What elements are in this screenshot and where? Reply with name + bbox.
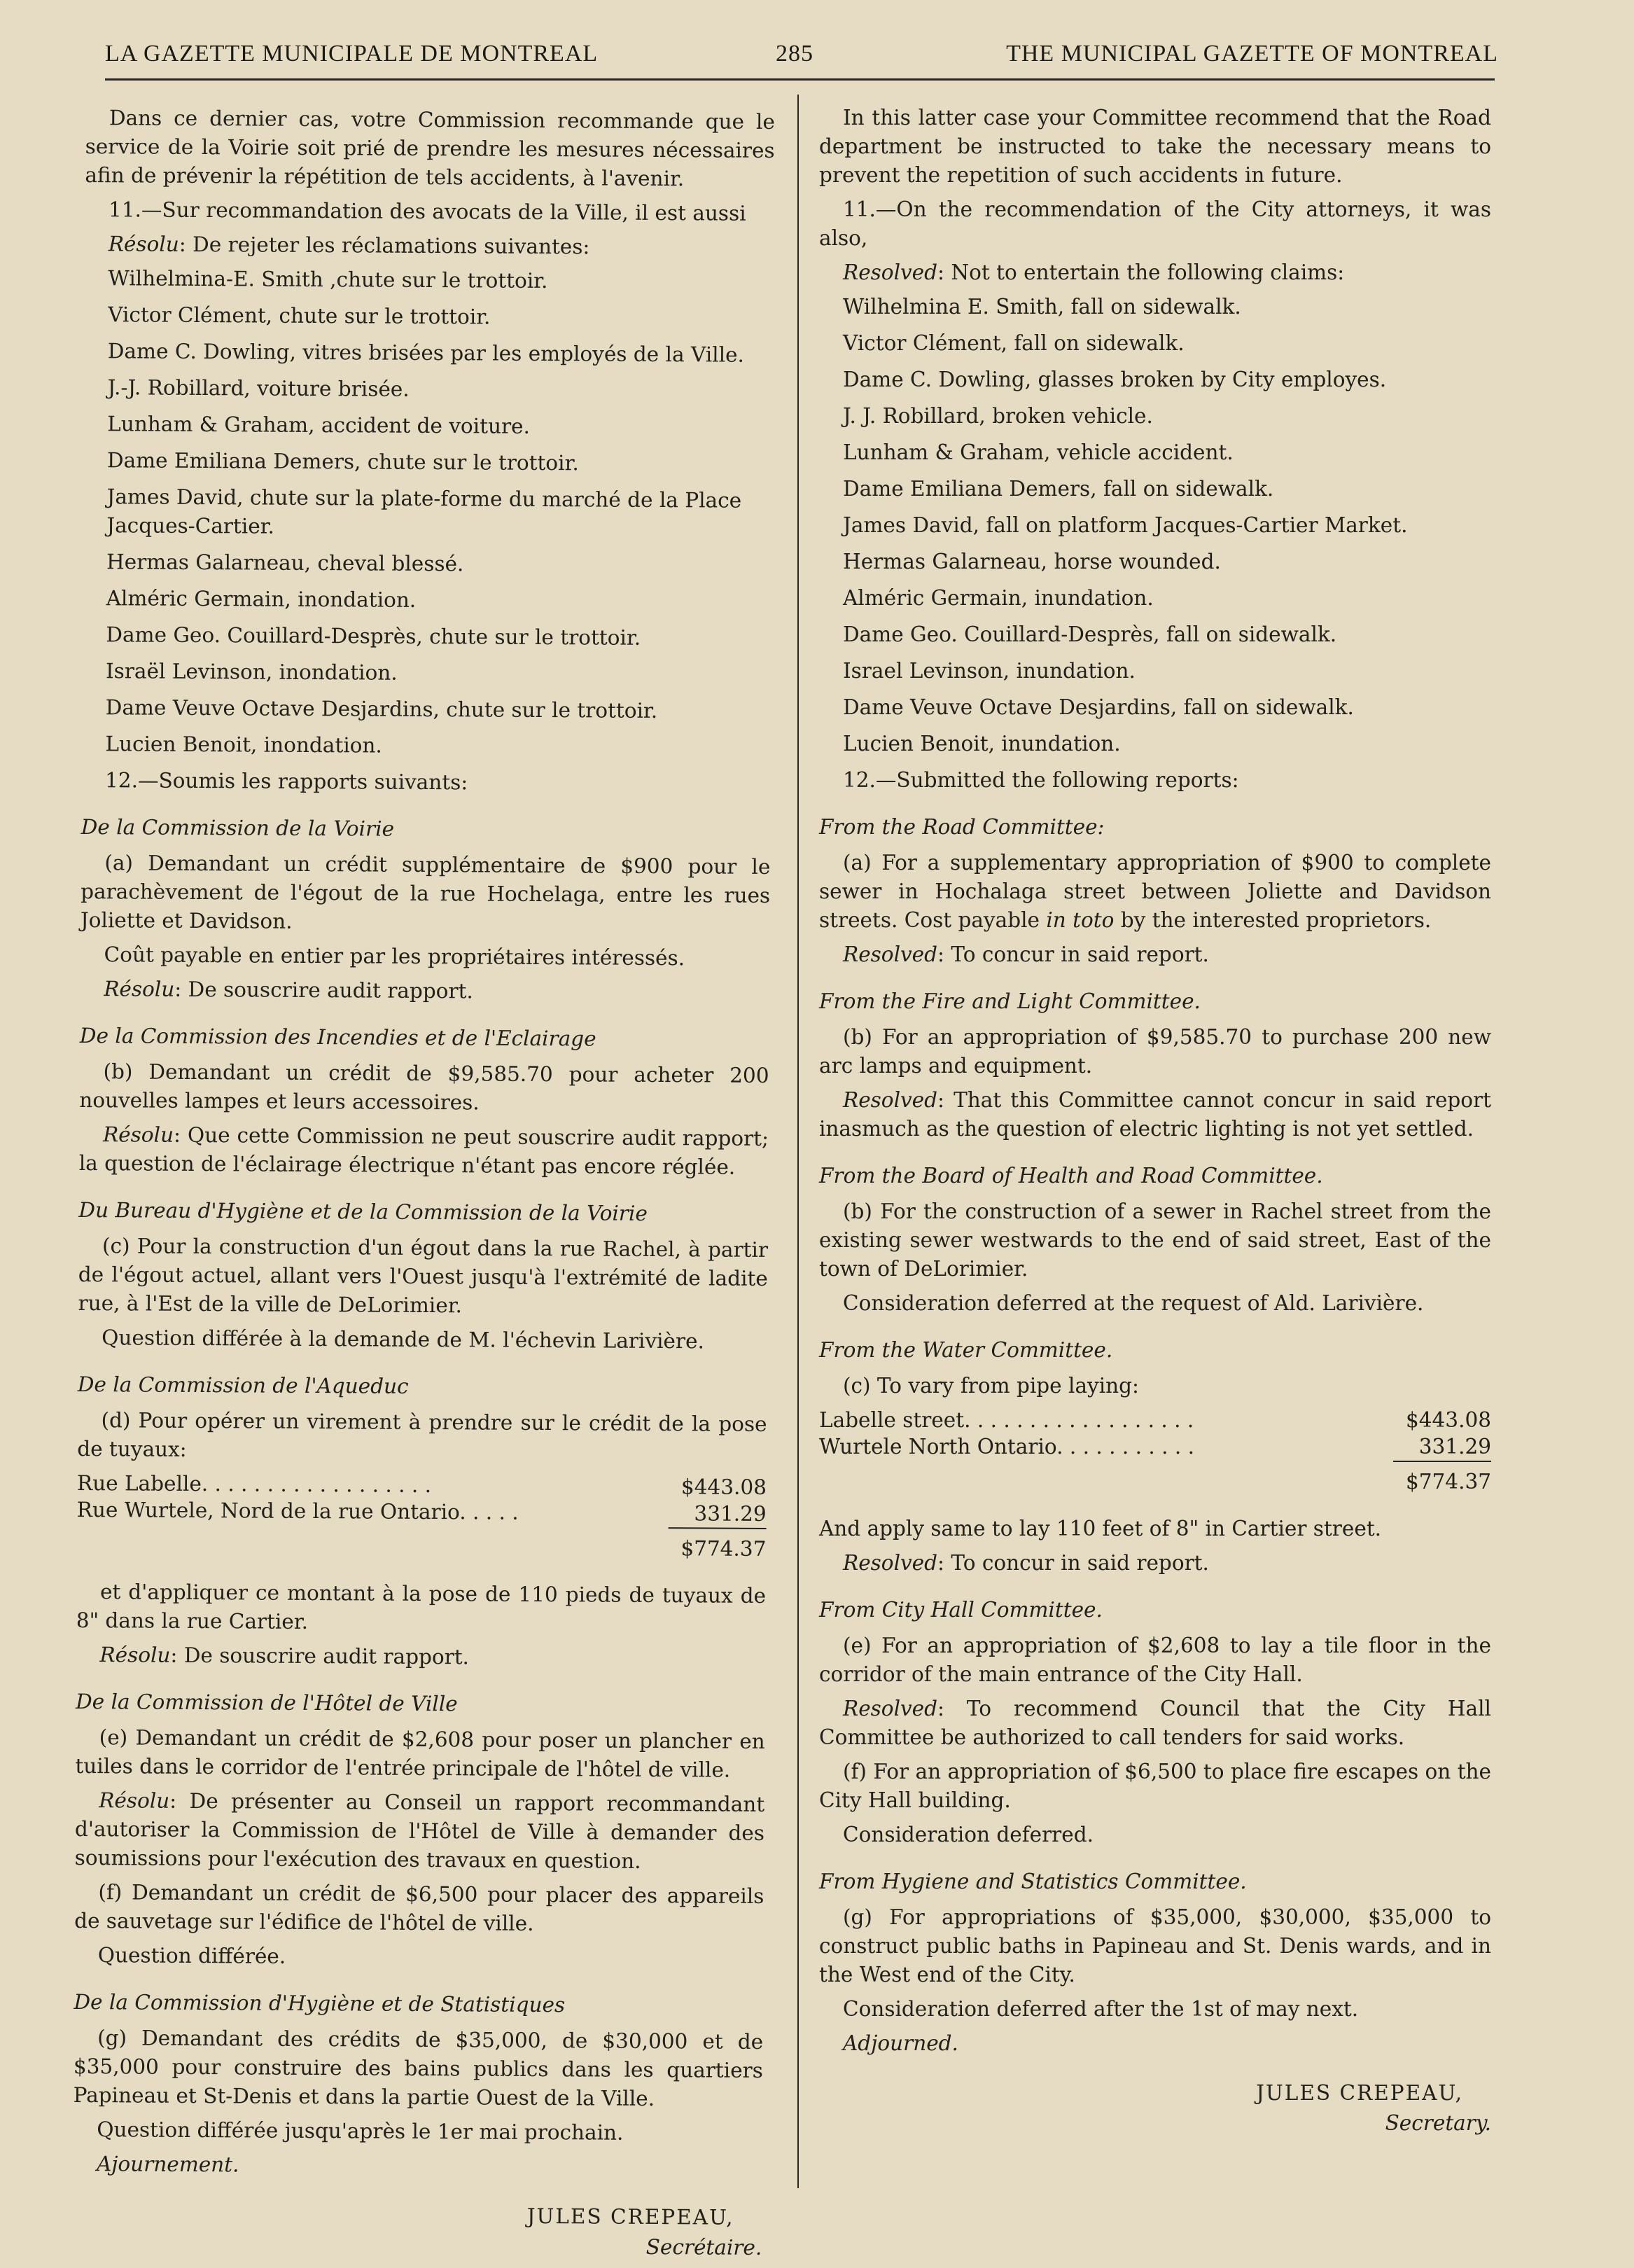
list-item: Dame Geo. Couillard-Desprès, fall on sidewalk. [843,622,1337,646]
fr-resolution-claims [85,230,774,263]
en-paragraph-1: In this latter case your Committee recommend that the Road department be instructed to take the necessary means to prevent the repetition of such accidents in future. [819,106,1491,187]
fr-item-f: (f) Demandant un crédit de $6,500 pour placer des appareils de sauvetage sur l'édifice de l'hôtel de ville. [74,1880,764,1935]
transfer-amount: 331.29 [694,1501,767,1526]
fr-signature-title: Secrétaire. [645,2234,762,2260]
fr-item-e-resolution [75,1786,765,1877]
en-item-e-resolution [819,1695,1491,1752]
list-item: Hermas Galarneau, horse wounded. [843,550,1221,573]
list-item: J.-J. Robillard, voiture brisée. [107,375,410,401]
fr-item-a-resolution [80,975,769,1008]
list-item: Hermas Galarneau, cheval blessé. [106,550,464,576]
en-item-g: (g) For appropriations of $35,000, $30,000, $35,000 to construct public baths in Papineau and St. Denis wards, and in the West end of the City. [819,1905,1491,1987]
fr-paragraph-1: Dans ce dernier cas, votre Commission recommande que le service de la Voirie soit prié de prendre les mesures nécessaires afin de prévenir la répétition de tels accidents, à l'avenir. [85,106,775,191]
list-item: Lucien Benoit, inondation. [105,732,382,758]
en-item-a-resolution [819,940,1491,969]
fr-section-hotel-de-ville: De la Commission de l'Hôtel de Ville [75,1689,458,1716]
en-adjourned: Adjourned. [843,2031,958,2055]
item-a-text: (a) For a supplementary appropriation of $900 to complete sewer in Hochalaga street between Joliette and Davidson streets. Cost payable [819,851,1491,932]
list-item: Lunham & Graham, vehicle accident. [843,440,1234,464]
en-claims-list [819,293,1491,758]
list-item: Wilhelmina E. Smith, fall on sidewalk. [843,295,1241,319]
en-item-b-resolution [819,1086,1491,1143]
resolved-label: Resolved [843,942,938,966]
en-paragraph-12: 12.—Submitted the following reports: [843,768,1239,792]
resolu-text: : De souscrire audit rapport. [170,1643,470,1669]
en-item-b: (b) For an appropriation of $9,585.70 to purchase 200 new arc lamps and equipment. [819,1025,1491,1078]
fr-section-voirie: De la Commission de la Voirie [81,814,395,841]
resolu-text: : De présenter au Conseil un rapport recommandant d'autoriser la Commission de l'Hôtel de Ville à demander des soumissions pour l'exécution des travaux en question. [74,1788,765,1873]
transfer-amount: $443.08 [680,1475,767,1499]
resolved-text: : That this Committee cannot concur in said report inasmuch as the question of electric lighting is not yet settled. [819,1088,1491,1141]
fr-item-a: (a) Demandant un crédit supplémentaire de $900 pour le parachèvement de l'égout de la rue Hochelaga, entre les rues Joliette et Davidson. [80,851,771,933]
fr-section-incendies: De la Commission des Incendies et de l'Eclairage [79,1023,596,1051]
en-transfer-row [819,1433,1491,1459]
list-item: J. J. Robillard, broken vehicle. [843,404,1153,428]
resolu-text: : Que cette Commission ne peut souscrire audit rapport; la question de l'éclairage électrique n'étant pas encore réglée. [78,1122,769,1179]
resolved-label: Resolved [843,1551,938,1575]
en-section-road: From the Road Committee: [819,815,1105,839]
en-item-c: (b) For the construction of a sewer in Rachel street from the existing sewer westwards to the end of said street, East of the town of DeLorimier. [819,1199,1491,1281]
transfer-amount: $443.08 [1406,1408,1491,1432]
list-item: Victor Clément, chute sur le trottoir. [108,302,491,329]
en-item-c-deferred: Consideration deferred at the request of Ald. Larivière. [843,1291,1424,1315]
list-item: Dame Emiliana Demers, chute sur le trottoir. [106,448,579,475]
en-section-city-hall: From City Hall Committee. [819,1598,1103,1622]
en-item-f-deferred: Consideration deferred. [843,1823,1094,1846]
en-paragraph-11: 11.—On the recommendation of the City attorneys, it was also, [819,197,1491,250]
header-title-fr: LA GAZETTE MUNICIPALE DE MONTREAL [105,41,599,67]
en-resolution-claims [819,258,1491,287]
list-item: James David, chute sur la plate-forme du marché de la Place Jacques-Cartier. [106,485,742,538]
fr-item-b: (b) Demandant un crédit de $9,585.70 pour acheter 200 nouvelles lampes et leurs accessoires. [79,1059,769,1115]
resolu-label: Résolu [99,1788,170,1813]
item-a-text-end: by the interested proprietors. [1114,908,1432,932]
fr-claims-list [81,264,774,763]
list-item: Dame Emiliana Demers, fall on sidewalk. [843,477,1274,501]
fr-item-b-resolution [79,1120,769,1182]
resolved-text: : To recommend Council that the City Hall Committee be authorized to call tenders for said works. [819,1697,1491,1749]
fr-item-c-deferred: Question différée à la demande de M. l'échevin Larivière. [102,1326,704,1354]
resolved-label: Resolved [843,1697,938,1720]
en-signature-title: Secretary. [1385,2111,1491,2135]
fr-item-c: (c) Pour la construction d'un égout dans la rue Rachel, à partir de l'égout actuel, allant vers l'Ouest jusqu'à l'extrémité de ladite rue, à l'Est de la ville de DeLorimier. [78,1234,769,1318]
fr-item-e: (e) Demandant un crédit de $2,608 pour poser un plancher en tuiles dans le corridor de l'entrée principale de l'hôtel de ville. [75,1725,765,1782]
english-column [819,104,1491,2143]
resolu-label: Résolu [102,1122,174,1147]
fr-transfer-row [77,1496,767,1524]
list-item: Dame C. Dowling, glasses broken by City employes. [843,368,1387,391]
en-transfer-total: $774.37 [1406,1470,1491,1494]
en-item-f: (f) For an appropriation of $6,500 to place fire escapes on the City Hall building. [819,1760,1491,1812]
french-column [72,104,775,2268]
fr-section-hygiene-voirie: Du Bureau d'Hygiène et de la Commission de la Voirie [78,1197,648,1225]
list-item: Lucien Benoit, inundation. [843,732,1121,756]
en-item-d: (c) To vary from pipe laying: [843,1374,1139,1398]
fr-section-aqueduc: De la Commission de l'Aqueduc [77,1372,409,1398]
list-item: Israël Levinson, inondation. [105,659,398,685]
en-item-d-apply: And apply same to lay 110 feet of 8" in Cartier street. [819,1517,1382,1540]
resolu-label: Résolu [104,977,175,1001]
list-item: Wilhelmina-E. Smith ,chute sur le trottoir. [108,266,548,293]
en-item-a [819,849,1491,935]
fr-transfer-row [77,1469,767,1497]
fr-item-d: (d) Pour opérer un virement à prendre sur le crédit de la pose de tuyaux: [77,1408,767,1461]
list-item: Alméric Germain, inundation. [843,586,1154,610]
en-section-fire-light: From the Fire and Light Committee. [819,989,1201,1013]
en-signature-name: JULES CREPEAU, [1256,2081,1463,2105]
resolved-label: Resolved [843,1088,938,1112]
transfer-label: Rue Labelle. . . . . . . . . . . . . . . . . . [76,1470,432,1498]
fr-adjournment: Ajournement. [96,2152,239,2177]
fr-item-f-deferred: Question différée. [97,1943,286,1968]
item-a-emphasis: in toto [1046,908,1115,932]
list-item: Dame Geo. Couillard-Desprès, chute sur le trottoir. [106,622,641,650]
resolved-text: : To concur in said report. [937,1551,1209,1575]
en-transfer-row [819,1406,1491,1430]
fr-paragraph-12: 12.—Soumis les rapports suivants: [104,768,468,795]
transfer-label: Rue Wurtele, Nord de la rue Ontario. . . . . [76,1497,519,1524]
en-section-health-road: From the Board of Health and Road Committee. [819,1164,1323,1188]
list-item: Dame Veuve Octave Desjardins, fall on sidewalk. [843,695,1354,719]
fr-item-a-cost: Coût payable en entier par les propriétaires intéressés. [104,942,685,970]
resolu-label: Résolu [108,232,179,256]
resolved-text: : To concur in said report. [937,942,1209,966]
header-rule [105,78,1495,81]
fr-item-g-deferred: Question différée jusqu'après le 1er mai prochain. [97,2117,624,2145]
resolu-label: Résolu [99,1643,171,1667]
page-number: 285 [776,41,813,67]
list-item: Alméric Germain, inondation. [106,586,417,612]
fr-section-hygiene-statistiques: De la Commission d'Hygiène et de Statistiques [74,1989,566,2017]
list-item: Lunham & Graham, accident de voiture. [107,412,531,438]
fr-item-d-apply: et d'appliquer ce montant à la pose de 110 pieds de tuyaux de 8" dans la rue Cartier. [76,1580,767,1634]
en-section-hygiene-statistics: From Hygiene and Statistics Committee. [819,1870,1247,1893]
transfer-label: Labelle street. . . . . . . . . . . . . . . . . . [819,1408,1194,1432]
resolu-text: : De souscrire audit rapport. [174,977,473,1003]
resolu-text: : De rejeter les réclamations suivantes: [179,232,590,259]
resolved-label: Resolved [843,260,938,284]
page-header [105,41,1498,76]
list-item: Victor Clément, fall on sidewalk. [843,331,1185,355]
list-item: Israel Levinson, inundation. [843,659,1136,683]
transfer-label: Wurtele North Ontario. . . . . . . . . . . [819,1435,1195,1459]
fr-signature-name: JULES CREPEAU, [526,2204,734,2229]
fr-paragraph-11: 11.—Sur recommandation des avocats de la Ville, il est aussi [108,197,746,225]
list-item: Dame C. Dowling, vitres brisées par les employés de la Ville. [107,339,745,367]
fr-transfer-total: $774.37 [680,1536,767,1561]
en-section-water: From the Water Committee. [819,1338,1113,1362]
header-title-en: THE MUNICIPAL GAZETTE OF MONTREAL [1006,41,1498,67]
resolved-text: : Not to entertain the following claims: [937,260,1345,284]
column-divider [797,95,799,2188]
transfer-amount: 331.29 [1418,1435,1491,1459]
en-item-g-deferred: Consideration deferred after the 1st of may next. [843,1997,1359,2021]
en-item-d-resolution [819,1549,1491,1578]
list-item: Dame Veuve Octave Desjardins, chute sur le trottoir. [105,695,658,723]
fr-item-d-resolution [76,1641,765,1674]
en-item-e: (e) For an appropriation of $2,608 to lay a tile floor in the corridor of the main entrance of the City Hall. [819,1634,1491,1686]
fr-item-g: (g) Demandant des crédits de $35,000, de $30,000 et de $35,000 pour construire des bains publics dans les quartiers Papineau et St-Denis et dans la partie Ouest de la Ville. [73,2026,764,2111]
list-item: James David, fall on platform Jacques-Cartier Market. [843,513,1408,537]
